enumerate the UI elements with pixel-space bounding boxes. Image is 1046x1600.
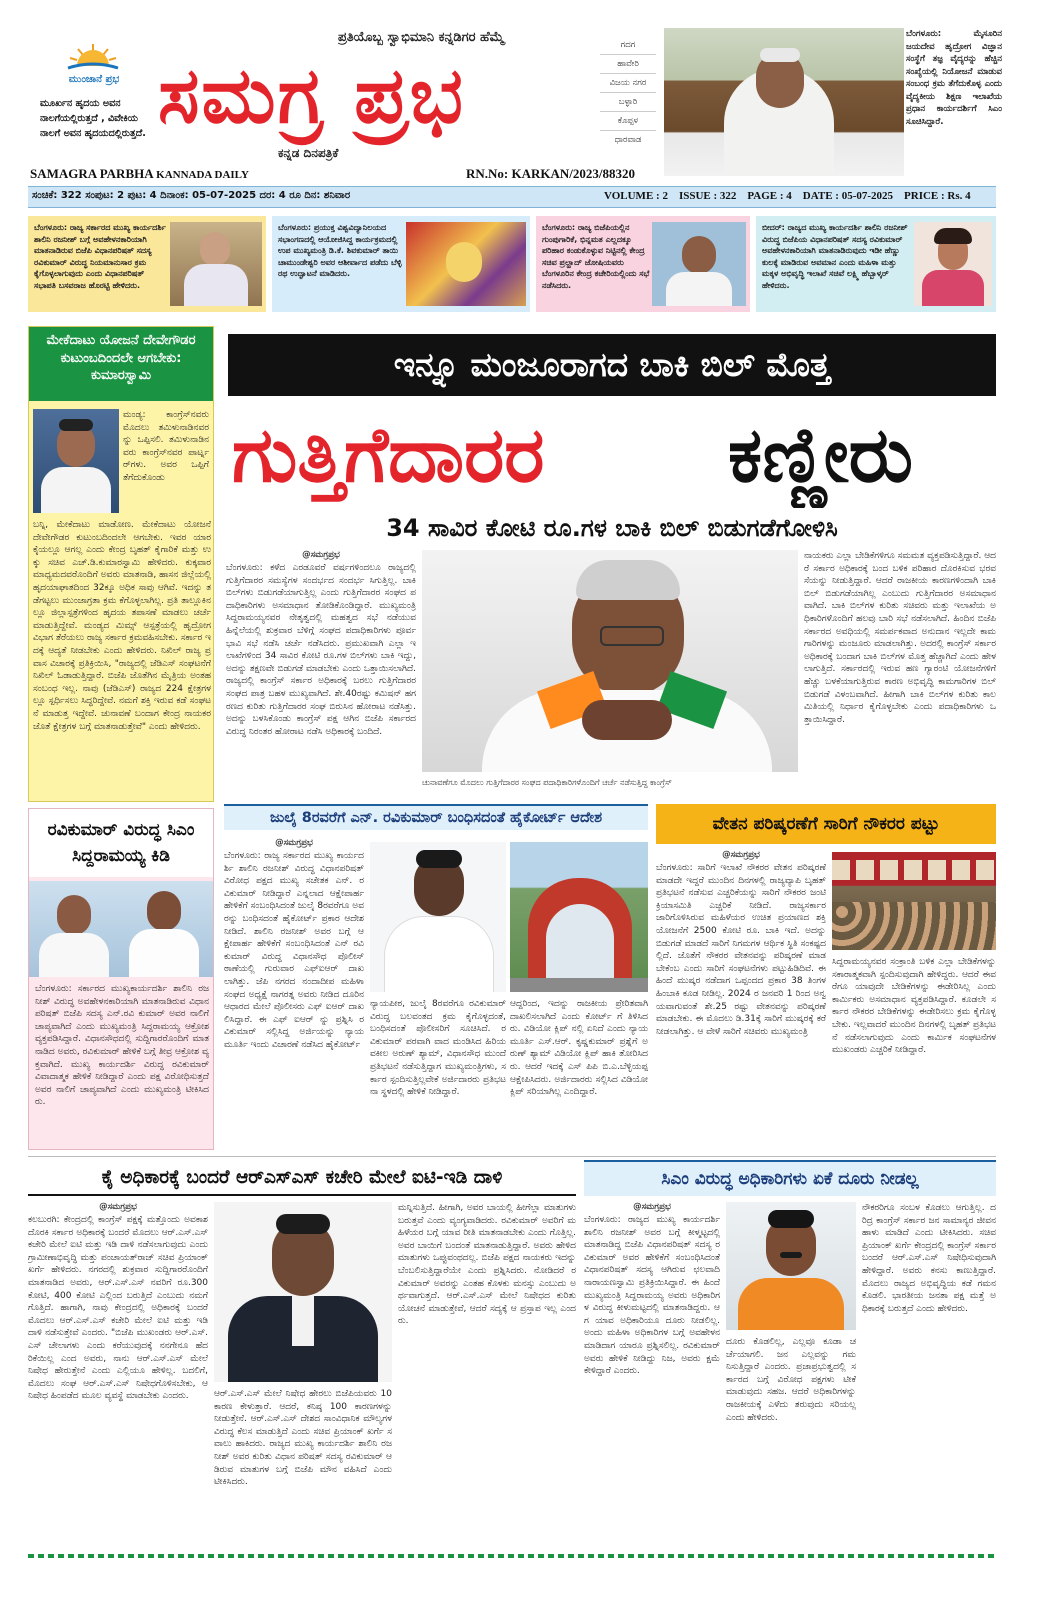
kumaraswamy-story	[28, 326, 214, 802]
cm-officers-headline: ಸಿಎಂ ವಿರುದ್ಧ ಅಧಿಕಾರಿಗಳು ಏಕೆ ದೂರು ನೀಡಲ್ಲ	[584, 1160, 996, 1196]
leader-photo	[726, 1202, 856, 1330]
brief-4	[756, 216, 996, 312]
brief-text: ಬೆಂಗಳೂರು: ರಾಜ್ಯ ಸರ್ಕಾರದ ಮುಖ್ಯ ಕಾರ್ಯದರ್ಶಿ ಶಾಲಿನಿ ರಜನೀಶ್ ಬಗ್ಗೆ ಅವಹೇಳನಕಾರಿಯಾಗಿ ಮಾತನಾಡಿರುವ ಬಿಜೆಪಿ ವಿಧಾನಪರಿಷತ್ ಸದಸ್ಯ ರವಿಕುಮಾರ್ ವಿರುದ್ಧ ನಿಯಮಾನುಸಾರ ಕ್ರಮ ಕೈಗೊಳ್ಳಲಾಗುವುದು ಎಂದು ವಿಧಾನಪರಿಷತ್ ಸಭಾಪತಿ ಬಸವರಾಜ ಹೊರಟ್ಟಿ ಹೇಳಿದರು.	[34, 223, 166, 290]
highcourt-col-1: ಬೆಂಗಳೂರು: ರಾಜ್ಯ ಸರ್ಕಾರದ ಮುಖ್ಯ ಕಾರ್ಯದರ್ಶಿ ಶಾಲಿನಿ ರಜನೀಶ್ ವಿರುದ್ಧ ವಿಧಾನಪರಿಷತ್ ವಿರೋಧ ಪಕ್ಷದ ಮುಖ್ಯ ಸಚೇತಕ ಎನ್. ರವಿಕುಮಾರ್ ನೀಡಿದ್ದಾರೆ ಎನ್ನಲಾದ ಆಕ್ಷೇಪಾರ್ಹ ಹೇಳಿಕೆಗೆ ಸಂಬಂಧಿಸಿದಂತೆ ಜುಲೈ 8ರವರೆಗೂ ಅವರನ್ನು ಬಂಧಿಸದಂತೆ ಹೈಕೋರ್ಟ್ ಪ್ರಕಾರ ಆದೇಶ ನೀಡಿದೆ. ಶಾಲಿನಿ ರಜನೀಶ್ ಅವರ ಬಗ್ಗೆ ಆಕ್ಷೇಪಾರ್ಹ ಹೇಳಿಕೆಗೆ ಸಂಬಂಧಿಸಿದಂತೆ ಎನ್ ರವಿ ಕುಮಾರ್ ವಿರುದ್ಧ ವಿಧಾನಸೌಧ ಪೊಲೀಸ್ ಠಾಣೆಯಲ್ಲಿ ಗುರುವಾರ ಎಫ್‌ಐಆರ್ ದಾಖಲಾಗಿತ್ತು. ಜೆಪಿ ನಗರದ ನಂದಾದೀಪ ಮಹಿಳಾ ಸಂಘದ ಅಧ್ಯಕ್ಷೆ ನಾಗರತ್ನ ಅವರು ನೀಡಿದ ದೂರಿನ ಆಧಾರದ ಮೇಲೆ ಪೊಲೀಸರು ಎಫ್ ಐಆರ್ ದಾಖಲಿಸಿದ್ದಾರೆ. ಈ ಎಫ್ ಐಆರ್ ನ್ನು ಪ್ರಶ್ನಿಸಿ ರವಿಕುಮಾರ್ ಸಲ್ಲಿಸಿದ್ದ ಅರ್ಜಿಯನ್ನು ನ್ಯಾಯಮೂರ್ತಿ ಇಂದು ವಿಚಾರಣೆ ನಡೆಸಿದ ಹೈಕೋರ್ಟ್	[224, 851, 364, 1050]
masthead-slogan: ಪ್ರತಿಯೊಬ್ಬ ಸ್ವಾಭಿಮಾನಿ ಕನ್ನಡಿಗರ ಹೆಮ್ಮೆ	[338, 30, 505, 45]
brief-text: ಬೀದರ್: ರಾಜ್ಯದ ಮುಖ್ಯ ಕಾರ್ಯದರ್ಶಿ ಶಾಲಿನಿ ರಜನೀಶ್ ವಿರುದ್ಧ ಬಿಜೆಪಿಯ ವಿಧಾನಪರಿಷತ್ ಸದಸ್ಯ ರವಿಕುಮಾರ್ ಅವಹೇಳನಕಾರಿಯಾಗಿ ಮಾತನಾಡಿರುವುದು ಇಡೀ ಹೆಣ್ಣು ಕುಲಕ್ಕೆ ಮಾಡಿರುವ ಅವಮಾನ ಎಂದು ಮಹಿಳಾ ಮತ್ತು ಮಕ್ಕಳ ಅಭಿವೃದ್ಧಿ ಇಲಾಖೆ ಸಚಿವೆ ಲಕ್ಷ್ಮಿ ಹೆಬ್ಬಾಳ್ಕರ್ ಹೇಳಿದರು.	[762, 223, 908, 290]
minister-photo	[652, 222, 746, 306]
bottom-rule	[28, 1554, 996, 1558]
cm-officers-col-2: ದೂರು ಕೊಡಲಿಲ್ಲ, ಎಲ್ಲವೂ ಕೂಡಾ ಚರ್ಚೆಯಾಗಲಿ. ಜನ ಎಲ್ಲವನ್ನು ಗಮನಿಸುತ್ತಿದ್ದಾರೆ ಎಂದರು. ಪ್ರಜಾಪ್ರಭುತ್ವದಲ್ಲಿ ಸರ್ಕಾರದ ಬಗ್ಗೆ ವಿರೋಧ ಪಕ್ಷಗಳು ಟೀಕೆ ಮಾಡುವುದು ಸಹಜ. ಆದರೆ ಅಧಿಕಾರಿಗಳನ್ನು ರಾಜಕೀಯಕ್ಕೆ ಎಳೆದು ತರುವುದು ಸರಿಯಲ್ಲ ಎಂದು ಹೇಳಿದರು.	[726, 1337, 856, 1423]
cm-meeting-photo	[664, 28, 904, 176]
rss-raid-col-3: ಆರ್.ಎಸ್.ಎಸ್ ಮೇಲೆ ನಿಷೇಧ ಹೇರಲು ಬಿಜೆಪಿಯವರು 10 ಕಾರಣ ಕೇಳುತ್ತಾರೆ. ಆದರೆ, ಕನಿಷ್ಠ 100 ಕಾರಣಗಳನ್ನು ನೀಡುತ್ತೇನೆ. ಆರ್.ಎಸ್.ಎಸ್ ದೇಶದ ಸಾಂವಿಧಾನಿಕ ಮೌಲ್ಯಗಳ ವಿರುದ್ಧ ಕೆಲಸ ಮಾಡುತ್ತಿದೆ ಎಂದು ಸಚಿವ ಪ್ರಿಯಾಂಕ್ ಖರ್ಗೆ ಸವಾಲು ಹಾಕಿದರು. ರಾಜ್ಯದ ಮುಖ್ಯ ಕಾರ್ಯದರ್ಶಿ ಶಾಲಿನಿ ರಜನೀಶ್ ಅವರ ಕುರಿತು ವಿಧಾನ ಪರಿಷತ್ ಸದಸ್ಯ ರವಿಕುಮಾರ್ ಆಡಿರುವ ಮಾತುಗಳ ಬಗ್ಗೆ ಬಿಜೆಪಿ ಮೌನ ವಹಿಸಿದೆ ಎಂದು ಟೀಕಿಸಿದರು.	[214, 1389, 392, 1488]
lead-kicker: ಇನ್ನೂ ಮಂಜೂರಾಗದ ಬಾಕಿ ಬಿಲ್ ಮೊತ್ತ	[228, 334, 996, 396]
lead-headline	[228, 402, 996, 508]
highcourt-col-3: ಆದ್ದರಿಂದ, ಇದನ್ನು ರಾಜಕೀಯ ಪ್ರೇರಿತವಾಗಿ ದಾಖಲಿಸಲಾಗಿದೆ ಎಂದು ಕೋರ್ಟ್ ಗೆ ತಿಳಿಸಿದರು. ವಿಡಿಯೋ ಕ್ಲಿಪ್ ನಲ್ಲಿ ಏನಿದೆ ಎಂದು ನ್ಯಾಯಮೂರ್ತಿ ಎಸ್.ಆರ್. ಕೃಷ್ಣಕುಮಾರ್ ಪ್ರಶ್ನೆಗೆ ಅರುಣ್ ಶ್ಯಾಮ್ ವಿಡಿಯೋ ಕ್ಲಿಪ್ ಹಾಕಿ ತೋರಿಸಿದರು. ಆದರೆ ಇದಕ್ಕೆ ಎಸ್ ಪಿಪಿ ಬಿ.ಎ.ಬೆಳ್ಳಿಯಪ್ಪ ಆಕ್ಷೇಪಿಸಿದರು. ಅರ್ಜಿದಾರರು ಸಲ್ಲಿಸಿದ ವಿಡಿಯೋ ಕ್ಲಿಪ್ ಸರಿಯಾಗಿಲ್ಲ ಎಂದಿದ್ದಾರೆ.	[510, 999, 648, 1098]
edition-item: ವಿಜಯ ನಗರ	[600, 74, 656, 93]
kumaraswamy-beside-photo: ಮಂಡ್ಯ: ಕಾಂಗ್ರೆಸ್‌ನವರು ಮೊದಲು ತಮಿಳುನಾಡಿನವರನ್ನು ಒಪ್ಪಿಸಲಿ. ತಮಿಳುನಾಡಿನವರು ಕಾಂಗ್ರೆಸ್‌ನವರ ಪಾರ್ಟ್ನರ್‌ಗಳು. ಅವರ ಒಪ್ಪಿಗೆ ತೆಗೆದುಕೊಂಡು	[123, 410, 209, 483]
english-sub: KANNADA DAILY	[156, 169, 249, 181]
rn-number: RN.No: KARKAN/2023/88320	[466, 166, 635, 181]
highcourt-byline: @ಸಮಗ್ರಪ್ರಭ	[275, 838, 313, 848]
transport-workers-photo	[832, 852, 996, 950]
kumaraswamy-photo	[33, 409, 119, 513]
brief-text: ಬೆಂಗಳೂರು: ಪ್ರಯುಕ್ತ ವಿಶ್ವವಿದ್ಯಾನಿಲಯದ ಸಭಾಂಗಣದಲ್ಲಿ ಆಯೋಜಿಸಿದ್ದ ಕಾರ್ಯಕ್ರಮದಲ್ಲಿ ಉಪ ಮುಖ್ಯಮಂತ್ರಿ ಡಿ.ಕೆ. ಶಿವಕುಮಾರ್ ತಾಯಿ ಚಾಮುಂಡೇಶ್ವರಿ ಅವರ ಆಶೀರ್ವಾದ ಪಡೆದು ಬೆಳ್ಳಿ ರಥ ಉದ್ಘಾಟನೆ ಮಾಡಿದರು.	[278, 223, 402, 279]
priyank-kharge-photo	[214, 1202, 392, 1382]
brief-1	[28, 216, 266, 312]
highcourt-headline: ಜುಲೈ 8ರವರೆಗೆ ಎನ್. ರವಿಕುಮಾರ್ ಬಂಧಿಸದಂತೆ ಹೈಕೋರ್ಟ್ ಆದೇಶ	[224, 804, 648, 830]
kumaraswamy-headline: ಮೇಕೆದಾಟು ಯೋಜನೆ ದೇವೇಗೌಡರ ಕುಟುಂಬದಿಂದಲೇ ಆಗಬೇಕು: ಕುಮಾರಸ್ವಾಮಿ	[29, 327, 213, 401]
woman-minister-photo	[914, 222, 992, 306]
lead-subhead: 34 ಸಾವಿರ ಕೋಟಿ ರೂ.ಗಳ ಬಾಕಿ ಬಿಲ್ ಬಿಡುಗಡೆಗೋಳಿಸಿ	[386, 514, 838, 542]
edition-item: ಕೊಪ್ಪಳ	[600, 112, 656, 131]
rss-raid-col-2: ಮನ್ನಿಸುತ್ತಿದೆ. ಹೀಗಾಗಿ, ಅವರ ಬಾಯಲ್ಲಿ ಹೀಗೆಲ್ಲಾ ಮಾತುಗಳು ಬರುತ್ತವೆ ಎಂದು ವ್ಯಂಗ್ಯವಾಡಿದರು. ರವಿಕುಮಾರ್ ಅವರಿಗೆ ಮಹಿಳೆಯರ ಬಗ್ಗೆ ಯಾವ ರೀತಿ ಮಾತನಾಡಬೇಕು ಎಂದು ಗೊತ್ತಿಲ್ಲ. ಅವರ ಬಾಯಿಗೆ ಬಂದಂತೆ ಮಾತನಾಡುತ್ತಿದ್ದಾರೆ. ಅವರು ಹೇಳಿದ ಮಾತುಗಳು ಒಪ್ಪುವಂಥದಲ್ಲ. ಬಿಜೆಪಿ ಪಕ್ಷದ ನಾಯಕರು ಇದನ್ನು ಬೆಂಬಲಿಸುತ್ತಿದ್ದಾರೆಯೇ ಎಂದು ಪ್ರಶ್ನಿಸಿದರು. ನೋಡಿದರೆ ರವಿಕುಮಾರ್ ಅವರನ್ನು ಎಂತಹ ಕೊಳಕು ಮನಸ್ಸು ಎಂಬುದು ಅರ್ಥವಾಗುತ್ತದೆ. ಆರ್.ಎಸ್.ಎಸ್ ಮೇಲೆ ನಿಷೇಧದ ಕುರಿತು ಯೋಚನೆ ಮಾಡುತ್ತೇವೆ, ಆದರೆ ಸದ್ಯಕ್ಕೆ ಆ ಪ್ರಸ್ತಾಪ ಇಲ್ಲ ಎಂದರು.	[398, 1203, 576, 1327]
issue-info-bar	[28, 186, 996, 208]
siddaramaiah-ravikumar-photo	[29, 881, 213, 977]
highcourt-col-2: ನ್ಯಾಯಪೀಠ, ಜುಲೈ 8ರವರೆಗೂ ರವಿಕುಮಾರ್ ವಿರುದ್ಧ ಬಲವಂತದ ಕ್ರಮ ಕೈಗೊಳ್ಳದಂತೆ, ಬಂಧಿಸದಂತೆ ಪೊಲೀಸರಿಗೆ ಸೂಚಿಸಿದೆ. ರವಿಕುಮಾರ್ ಪರವಾಗಿ ವಾದ ಮಂಡಿಸಿದ ಹಿರಿಯ ವಕೀಲ ಅರುಣ್ ಶ್ಯಾಮ್, ವಿಧಾನಸೌಧ ಮುಂದೆ ಪ್ರತಿಭಟನೆ ನಡೆಸುತ್ತಿದ್ದಾಗ ಮುಖ್ಯಮಂತ್ರಿಗಳು, ಸರ್ಕಾರ ಸ್ಪಂದಿಸುತ್ತಿಲ್ಲವೇಕೆ ಅರ್ಜಿದಾರರು ಪ್ರತಿಭಟನಾ ಸ್ಥಳದಲ್ಲಿ ಹೇಳಿಕೆ ನೀಡಿದ್ದಾರೆ.	[370, 999, 506, 1098]
transport-col-2: ಸಿದ್ದರಾಮಯ್ಯನವರ ಸಂಕ್ರಾಂತಿ ಬಳಿಕ ಎಲ್ಲಾ ಬೇಡಿಕೆಗಳನ್ನು ಸಕಾರಾತ್ಮಕವಾಗಿ ಸ್ಪಂದಿಸುವುದಾಗಿ ಹೇಳಿದ್ದರು. ಆದರೆ ಈವರೆಗೂ ಯಾವುದೇ ಬೇಡಿಕೆಗಳನ್ನು ಈಡೇರಿಸಿಲ್ಲ ಎಂದು ಕಾರ್ಮಿಕರು ಅಸಮಾಧಾನ ವ್ಯಕ್ತಪಡಿಸಿದ್ದಾರೆ. ಕೂಡಲೇ ಸರ್ಕಾರ ನೌಕರರ ಬೇಡಿಕೆಗಳನ್ನು ಈಡೇರಿಸಲು ಕ್ರಮ ಕೈಗೊಳ್ಳಬೇಕು. ಇಲ್ಲವಾದರೆ ಮುಂದಿನ ದಿನಗಳಲ್ಲಿ ಬೃಹತ್ ಪ್ರತಿಭಟನೆ ನಡೆಸಲಾಗುವುದು ಎಂದು ಕಾರ್ಮಿಕ ಸಂಘಟನೆಗಳ ಮುಖಂಡರು ಎಚ್ಚರಿಕೆ ನೀಡಿದ್ದಾರೆ.	[832, 957, 996, 1056]
brief-3	[536, 216, 750, 312]
edition-item: ಹಾವೇರಿ	[600, 55, 656, 74]
lead-col-1: ಬೆಂಗಳೂರು: ಕಳೆದ ಎರಡೂವರೆ ವರ್ಷಗಳಿಂದಲೂ ರಾಜ್ಯದಲ್ಲಿ ಗುತ್ತಿಗೆದಾರರ ಸಮಸ್ಯೆಗಳ ಸಂದರ್ಭದ ಸಂದರ್ಭ ಸಿಗುತ್ತಿಲ್ಲ. ಬಾಕಿ ಬಿಲ್‌ಗಳು ಬಿಡುಗಡೆಯಾಗುತ್ತಿಲ್ಲ ಎಂದು ಗುತ್ತಿಗೆದಾರರ ಸಂಘದ ಪದಾಧಿಕಾರಿಗಳು ಅಸಮಾಧಾನ ತೋಡಿಕೊಂಡಿದ್ದಾರೆ. ಮುಖ್ಯಮಂತ್ರಿ ಸಿದ್ದರಾಮಯ್ಯನವರ ನೇತೃತ್ವದಲ್ಲಿ ಮಹತ್ವದ ಸಭೆ ನಡೆಯುವ ಹಿನ್ನೆಲೆಯಲ್ಲಿ ಶುಕ್ರವಾರ ಬೆಳಿಗ್ಗೆ ಸಂಘದ ಪದಾಧಿಕಾರಿಗಳು ಪೂರ್ವ ಭಾವಿ ಸಭೆ ನಡೆಸಿ ಚರ್ಚೆ ನಡೆಸಿದರು. ಪ್ರಮುಖವಾಗಿ ಎಲ್ಲಾ ಇಲಾಖೆಗಳಿಂದ 34 ಸಾವಿರ ಕೋಟಿ ರೂ.ಗಳ ಬಿಲ್‌ಗಳು ಬಾಕಿ ಇದ್ದು, ಅದನ್ನು ತಕ್ಷಣವೇ ಬಿಡುಗಡೆ ಮಾಡಬೇಕು ಎಂದು ಒತ್ತಾಯಿಸಲಾಗಿದೆ. ರಾಜ್ಯದಲ್ಲಿ ಕಾಂಗ್ರೆಸ್ ಸರ್ಕಾರ ಅಧಿಕಾರಕ್ಕೆ ಬರಲು ಗುತ್ತಿಗೆದಾರರ ಸಂಘದ ಪಾತ್ರ ಬಹಳ ಮುಖ್ಯವಾಗಿದೆ. ಶೇ.40ರಷ್ಟು ಕಮಿಷನ್ ಹಗರಣದ ಕುರಿತು ಗುತ್ತಿಗೆದಾರರ ಸಂಘ ಬಿರುಸಿನ ಹೋರಾಟ ನಡೆಸಿತ್ತು. ಅದನ್ನು ಬಳಸಿಕೊಂಡು ಕಾಂಗ್ರೆಸ್ ಪಕ್ಷ ಆಗಿನ ಬಿಜೆಪಿ ಸರ್ಕಾರದ ವಿರುದ್ಧ ನಿರಂತರ ಹೋರಾಟ ನಡೆಸಿ ಅಧಿಕಾರಕ್ಕೆ ಬಂದಿದೆ.	[226, 563, 416, 737]
editions-list	[600, 36, 656, 148]
cm-officers-byline: @ಸಮಗ್ರಪ್ರಭ	[633, 1202, 671, 1212]
cm-officers-col-3: ನೌಕರರಿಗೂ ಸಂಬಳ ಕೊಡಲು ಆಗುತ್ತಿಲ್ಲ. ದರಿದ್ರ ಕಾಂಗ್ರೆಸ್ ಸರ್ಕಾರ ಜನ ಸಾಮಾನ್ಯರ ಜೀವನ ಹಾಳು ಮಾಡಿದೆ ಎಂದು ಟೀಕಿಸಿದರು. ಸಚಿವ ಪ್ರಿಯಾಂಕ್ ಖರ್ಗೆ ಕೇಂದ್ರದಲ್ಲಿ ಕಾಂಗ್ರೆಸ್ ಸರ್ಕಾರ ಬಂದರೆ ಆರ್.ಎಸ್.ಎಸ್ ನಿಷೇಧಿಸುವುದಾಗಿ ಹೇಳಿದ್ದಾರೆ. ಅವರು ಕನಸು ಕಾಣುತ್ತಿದ್ದಾರೆ. ಮೊದಲು ರಾಜ್ಯದ ಅಭಿವೃದ್ಧಿಯ ಕಡೆ ಗಮನ ಕೊಡಲಿ. ಭಾರತೀಯ ಜನತಾ ಪಕ್ಷ ಮತ್ತೆ ಅಧಿಕಾರಕ್ಕೆ ಬರುತ್ತದೆ ಎಂದು ಹೇಳಿದರು.	[862, 1203, 996, 1314]
transport-byline: @ಸಮಗ್ರಪ್ರಭ	[722, 850, 760, 860]
sun-logo-icon	[64, 40, 122, 72]
ravikumar-photo	[370, 842, 506, 992]
rss-raid-col-1: ಕಲಬುರಗಿ: ಕೇಂದ್ರದಲ್ಲಿ ಕಾಂಗ್ರೆಸ್ ಪಕ್ಷಕ್ಕೆ ಮತ್ತೊಂದು ಅವಕಾಶ ದೊರಕಿ ಸರ್ಕಾರ ಅಧಿಕಾರಕ್ಕೆ ಬಂದರೆ ಮೊದಲು ಆರ್.ಎಸ್.ಎಸ್ ಕಚೇರಿ ಮೇಲೆ ಐಟಿ ಮತ್ತು ಇಡಿ ದಾಳಿ ನಡೆಸಲಾಗುವುದು ಎಂದು ಗ್ರಾಮೀಣಾಭಿವೃದ್ಧಿ ಮತ್ತು ಪಂಚಾಯತ್‌ರಾಜ್ ಸಚಿವ ಪ್ರಿಯಾಂಕ್ ಖರ್ಗೆ ಹೇಳಿದರು. ನಗರದಲ್ಲಿ ಶುಕ್ರವಾರ ಸುದ್ದಿಗಾರರೊಂದಿಗೆ ಮಾತನಾಡಿದ ಅವರು, ಆರ್.ಎಸ್.ಎಸ್ ನವರಿಗೆ ರೂ.300 ಕೋಟಿ, 400 ಕೋಟಿ ಎಲ್ಲಿಂದ ಬರುತ್ತಿದೆ ಎಂಬುದು ನಮಗೆ ಗೊತ್ತಿದೆ. ಹಾಗಾಗಿ, ನಾವು ಕೇಂದ್ರದಲ್ಲಿ ಅಧಿಕಾರಕ್ಕೆ ಬಂದರೆ ಮೊದಲು ಆರ್.ಎಸ್.ಎಸ್ ಕಚೇರಿ ಮೇಲೆ ಐಟಿ ಮತ್ತು ಇಡಿ ದಾಳಿ ನಡೆಸುತ್ತೇವೆ ಎಂದರು. "ಬಿಜೆಪಿ ಮುಖಂಡರು ಆರ್.ಎಸ್.ಎಸ್ ಚೇಲಾಗಳು ಎಂದು ಕರೆಯುವುದಕ್ಕೆ ನನಗೇನೂ ಹೆದರಿಕೆಯಿಲ್ಲ ಎಂದ ಅವರು, ನಾನು ಆರ್.ಎಸ್.ಎಸ್ ಮೇಲೆ ನಿಷೇಧ ಹೇರುತ್ತೇನೆ ಎಂದು ಎಲ್ಲಿಯೂ ಹೇಳಿಲ್ಲ. ಬದಲಿಗೆ, ಮೊದಲು ಸಂಘ ಆರ್.ಎಸ್.ಎಸ್ ನಿಷೇಧಗೊಳಿಸಬೇಕು, ಆ ನಿಷೇಧ ಹಿಂಪಡೆದ ಮೂಲ ವ್ಯವಸ್ಥೆ ಮಾಡಬೇಕು ಎಂದರು.	[28, 1215, 208, 1402]
masthead	[0, 0, 1046, 212]
lead-col-2: ನಾಯಕರು ಎಲ್ಲಾ ಬೇಡಿಕೆಗಳಿಗೂ ಸಮಮತ ವ್ಯಕ್ತಪಡಿಸುತ್ತಿದ್ದಾರೆ. ಆದರೆ ಸರ್ಕಾರ ಅಧಿಕಾರಕ್ಕೆ ಬಂದ ಬಳಿಕ ಪರಿಹಾರ ದೊರಕಿಸುವ ಭರವಸೆಯನ್ನು ನೀಡುತ್ತಿದ್ದಾರೆ. ಆದರೆ ರಾಜಕೀಯ ಕಾರಣಗಳಿಂದಾಗಿ ಬಾಕಿ ಬಿಲ್ ಬಿಡುಗಡೆಯಾಗಿಲ್ಲ ಎಂಬುದು ಗುತ್ತಿಗೆದಾರರ ಅಸಮಾಧಾನವಾಗಿದೆ. ಬಾಕಿ ಬಿಲ್‌ಗಳ ಕುರಿತು ಸಚಿವರು ಮತ್ತು ಇಲಾಖೆಯ ಅಧಿಕಾರಿಗಳೊಂದಿಗೆ ಹಲವು ಬಾರಿ ಸಭೆ ನಡೆಸಲಾಗಿದೆ. ಹಿಂದಿನ ಬಿಜೆಪಿ ಸರ್ಕಾರದ ಅವಧಿಯಲ್ಲಿ ಸಮರ್ಪಕವಾದ ಅನುದಾನ ಇಲ್ಲದೇ ಕಾಮಗಾರಿಗಳನ್ನು ಮಂಜೂರು ಮಾಡಲಾಗಿತ್ತು. ಅದರಲ್ಲಿ ಕಾಂಗ್ರೆಸ್ ಸರ್ಕಾರ ಅಧಿಕಾರಕ್ಕೆ ಬಂದಾಗ ಬಾಕಿ ಬಿಲ್‌ಗಳ ಮೊತ್ತ ಹೆಚ್ಚಾಗಿದೆ ಎಂದು ಹೇಳಲಾಗುತ್ತಿದೆ. ಸರ್ಕಾರದಲ್ಲಿ ಇರುವ ಹಣ ಗ್ಯಾರಂಟಿ ಯೋಜನೆಗಳಿಗೆ ಹೆಚ್ಚು ಬಳಕೆಯಾಗುತ್ತಿರುವ ಕಾರಣ ಅಭಿವೃದ್ಧಿ ಕಾಮಗಾರಿಗಳ ಬಿಲ್ ಬಿಡುಗಡೆ ವಿಳಂಬವಾಗಿದೆ. ಹೀಗಾಗಿ ಬಾಕಿ ಬಿಲ್‌ಗಳ ಕುರಿತು ಕಾಲಮಿತಿಯಲ್ಲಿ ನಿರ್ಧಾರ ಕೈಗೊಳ್ಳಬೇಕು ಎಂದು ಪದಾಧಿಕಾರಿಗಳು ಒತ್ತಾಯಿಸಿದ್ದಾರೆ.	[804, 551, 996, 725]
edition-item: ಧಾರವಾಡ	[614, 135, 642, 145]
edition-item: ಬಳ್ಳಾರಿ	[600, 93, 656, 112]
edition-item: ಗದಗ	[600, 36, 656, 55]
masthead-tagline: ಮೂರ್ಖನ ಹೃದಯ ಅವನ ನಾಲಗೆಯಲ್ಲಿರುತ್ತದೆ , ವಿವೇಕಿಯ ನಾಲಗೆ ಅವನ ಹೃದಯದಲ್ಲಿರುತ್ತದೆ.	[40, 98, 146, 139]
logo-caption: ಮುಂಜಾನೆ ಪ್ರಭ	[68, 74, 120, 85]
newspaper-title: ಸಮಗ್ರ ಪ್ರಭ	[158, 51, 465, 141]
high-court-gate-photo	[510, 842, 648, 992]
lead-headline-black: ಕಣ್ಣೀರು	[728, 410, 913, 499]
rss-raid-headline: ಕೈ ಅಧಿಕಾರಕ್ಕೆ ಬಂದರೆ ಆರ್‌ಎಸ್‌ಎಸ್ ಕಚೇರಿ ಮೇಲೆ ಐಟಿ-ಇಡಿ ದಾಳಿ	[28, 1160, 576, 1196]
issue-info-kannada: ಸಂಚಿಕೆ: 322 ಸಂಪುಟ: 2 ಪುಟ: 4 ದಿನಾಂಕ: 05-07-2025 ದರ: 4 ರೂ ದಿನ: ಶನಿವಾರ	[32, 190, 351, 201]
transport-headline: ವೇತನ ಪರಿಷ್ಕರಣೆಗೆ ಸಾರಿಗೆ ನೌಕರರ ಪಟ್ಟು	[656, 804, 996, 844]
rss-raid-byline: @ಸಮಗ್ರಪ್ರಭ	[99, 1202, 137, 1212]
lead-photo-caption: ಚುನಾವಣೆಗೂ ಮೊದಲು ಗುತ್ತಿಗೆದಾರರ ಸಂಘದ ಪದಾಧಿಕಾರಿಗಳೊಂದಿಗೆ ಚರ್ಚೆ ನಡೆಸುತ್ತಿದ್ದ ಕಾಂಗ್ರೆಸ್	[422, 778, 672, 787]
transport-col-1: ಬೆಂಗಳೂರು: ಸಾರಿಗೆ ಇಲಾಖೆ ನೌಕರರ ವೇತನ ಪರಿಷ್ಕರಣೆ ಮಾಡದೇ ಇದ್ದರೆ ಮುಂದಿನ ದಿನಗಳಲ್ಲಿ ರಾಜ್ಯವ್ಯಾಪಿ ಬೃಹತ್ ಪ್ರತಿಭಟನೆ ನಡೆಸುವ ಎಚ್ಚರಿಕೆಯನ್ನು ಸಾರಿಗೆ ನೌಕರರ ಜಂಟಿ ಕ್ರಿಯಾಸಮಿತಿ ಎಚ್ಚರಿಕೆ ನೀಡಿದೆ. ರಾಜ್ಯಸರ್ಕಾರ ಜಾರಿಗೊಳಿಸಿರುವ ಮಹಿಳೆಯರ ಉಚಿತ ಪ್ರಯಾಣದ ಶಕ್ತಿ ಯೋಜನೆಗೆ 2500 ಕೋಟಿ ರೂ. ಬಾಕಿ ಇದೆ. ಅದನ್ನು ಬಿಡುಗಡೆ ಮಾಡದೆ ಸಾರಿಗೆ ನಿಗಮಗಳ ಆರ್ಥಿಕ ಸ್ಥಿತಿ ಸಂಕಷ್ಟದಲ್ಲಿದೆ. ಜೊತೆಗೆ ನೌಕರರ ವೇತನವನ್ನು ಪರಿಷ್ಕರಣೆ ಮಾಡಬೇಕೆಂಬ ಎಂದು ಸಾರಿಗೆ ಸಂಘಟನೆಗಳು ಪಟ್ಟುಹಿಡಿದಿವೆ. ಈ ಹಿಂದೆ ಮುಷ್ಕರ ನಡೆದಾಗ ಒಪ್ಪಂದದ ಪ್ರಕಾರ 38 ತಿಂಗಳ ಹಿಂಬಾಕಿ ಕೂಡ ನೀಡಿಲ್ಲ. 2024 ರ ಜನವರಿ 1 ರಿಂದ ಅನ್ವಯವಾಗುವಂತೆ ಶೇ.25 ರಷ್ಟು ವೇತನವನ್ನು ಪರಿಷ್ಕರಣೆ ಮಾಡಬೇಕು. ಈ ಮೊದಲು ಡಿ.31ಕ್ಕೆ ಸಾರಿಗೆ ಮುಷ್ಕರಕ್ಕೆ ಕರೆ ನೀಡಲಾಗಿತ್ತು. ಆ ವೇಳೆ ಸಾರಿಗೆ ಸಚಿವರು ಮುಖ್ಯಮಂತ್ರಿ	[656, 863, 826, 1037]
brief-2	[272, 216, 530, 312]
ravikumar-cm-body: ಬೆಂಗಳೂರು: ಸರ್ಕಾರದ ಮುಖ್ಯಕಾರ್ಯದರ್ಶಿ ಶಾಲಿನಿ ರಜನೀಶ್ ವಿರುದ್ಧ ಅವಹೇಳನಕಾರಿಯಾಗಿ ಮಾತನಾಡಿರುವ ವಿಧಾನಪರಿಷತ್ ಬಿಜೆಪಿ ಸದಸ್ಯ ಎನ್.ರವಿ ಕುಮಾರ್ ಅವರ ನಾಲಿಗೆ ಚಾಪ್ಯವಾಗಿದೆ ಎಂದು ಮುಖ್ಯಮಂತ್ರಿ ಸಿದ್ದರಾಮಯ್ಯ ಆಕ್ರೋಶ ವ್ಯಕ್ತಪಡಿಸಿದ್ದಾರೆ. ವಿಧಾನಸೌಧದಲ್ಲಿ ಸುದ್ದಿಗಾರರೊಂದಿಗೆ ಮಾತನಾಡಿದ ಅವರು, ರವಿಕುಮಾರ್ ಹೇಳಿಕೆ ಬಗ್ಗೆ ತೀವ್ರ ಆಕ್ರೋಶ ವ್ಯಕ್ತವಾಗಿದೆ. ಮುಖ್ಯ ಕಾರ್ಯದರ್ಶಿ ವಿರುದ್ಧ ರವಿಕುಮಾರ್ ವಿವಾದಾತ್ಮಕ ಹೇಳಿಕೆ ನೀಡಿದ್ದಾರೆ ಎಂದು ಪಕ್ಷ ವಿರೋಧಿಸುತ್ತದೆ ಅವರ ನಾಲಿಗೆ ಚಾಪ್ಯವಾಗಿದೆ ಎಂದು ಮುಖ್ಯಮಂತ್ರಿ ಟೀಕಿಸಿದರು.	[35, 984, 209, 1108]
lead-headline-red: ಗುತ್ತಿಗೆದಾರರ	[232, 410, 545, 499]
cm-officers-col-1: ಬೆಂಗಳೂರು: ರಾಜ್ಯದ ಮುಖ್ಯ ಕಾರ್ಯದರ್ಶಿ ಶಾಲಿನಿ ರಜನೀಶ್ ಅವರ ಬಗ್ಗೆ ಕೀಳ್ಮಟ್ಟದಲ್ಲಿ ಮಾತನಾಡಿದ್ದ ಬಿಜೆಪಿ ವಿಧಾನಪರಿಷತ್ ಸದಸ್ಯ ರವಿಕುಮಾರ್ ಅವರ ಹೇಳಿಕೆಗೆ ಸಂಬಂಧಿಸಿದಂತೆ ವಿಧಾನಪರಿಷತ್ ಸದಸ್ಯ ಆಗಿರುವ ಛಲವಾದಿ ನಾರಾಯಣಸ್ವಾಮಿ ಪ್ರತಿಕ್ರಿಯಿಸಿದ್ದಾರೆ. ಈ ಹಿಂದೆ ಮುಖ್ಯಮಂತ್ರಿ ಸಿದ್ದರಾಮಯ್ಯ ಅವರು ಅಧಿಕಾರಿಗಳ ವಿರುದ್ಧ ಕೀಳುಮಟ್ಟದಲ್ಲಿ ಮಾತನಾಡಿದ್ದರು. ಆಗ ಯಾವ ಅಧಿಕಾರಿಯೂ ದೂರು ನೀಡಲಿಲ್ಲ. ಅಂದು ಮಹಿಳಾ ಅಧಿಕಾರಿಗಳ ಬಗ್ಗೆ ಅವಹೇಳನ ಮಾಡಿದಾಗ ಯಾರೂ ಪ್ರಶ್ನಿಸಲಿಲ್ಲ. ರವಿಕುಮಾರ್ ಅವರು ಹೇಳಿಕೆ ನೀಡಿದ್ದು ನಿಜ, ಅವರು ಕ್ಷಮೆ ಕೇಳಿದ್ದಾರೆ ಎಂದರು.	[584, 1215, 720, 1377]
kumaraswamy-body: ಬನ್ನಿ, ಮೇಕೆದಾಟು ಮಾಡೋಣ. ಮೇಕೆದಾಟು ಯೋಜನೆ ದೇವೇಗೌಡರ ಕುಟುಂಬದಿಂದಲೇ ಆಗಬೇಕು. ಇವರ ಯಾರ ಕೈಯಲ್ಲೂ ಆಗಲ್ಲ ಎಂದು ಕೇಂದ್ರ ಬೃಹತ್ ಕೈಗಾರಿಕೆ ಮತ್ತು ಉಕ್ಕು ಸಚಿವ ಎಚ್.ಡಿ.ಕುಮಾರಸ್ವಾಮಿ ಹೇಳಿದರು. ಕುಕ್ಕವಾರ ಮಾಧ್ಯಮದವರೊಂದಿಗೆ ಅವರು ಮಾತನಾಡಿ, ಹಾಸನ ಜಿಲ್ಲೆಯಲ್ಲಿ ಹೃದಯಾಘಾತದಿಂದ 32ಕ್ಕೂ ಅಧಿಕ ಸಾವು ಆಗಿವೆ. ಇದನ್ನು ತಡೆಗಟ್ಟಲು ಮುಂಜಾಗ್ರತಾ ಕ್ರಮ ಕೆಗೊಳ್ಳಲಾಗಿಲ್ಲ. ಪ್ರತಿ ತಾಲ್ಲೂಕಿನಲ್ಲೂ ಜಿಲ್ಲಾಸ್ಪತ್ರೆಗಳಿಂದ ಹೃದಯ ತಪಾಸಣೆ ಮಾಡಲು ಚರ್ಚೆ ಮಾಡುತ್ತಿದ್ದೇವೆ. ಮಂಡ್ಯದ ಮಿಮ್ಸ್ ಆಸ್ಪತ್ರೆಯಲ್ಲಿ ಹೃದ್ರೋಗ ವಿಭಾಗ ತೆರೆಯಲು ರಾಜ್ಯ ಸರ್ಕಾರ ಕ್ರಮವಹಿಸಬೇಕು. ಸರ್ಕಾರ ಇದಕ್ಕೆ ಆದ್ಯತೆ ನೀಡಬೇಕು ಎಂದು ಹೇಳಿದರು. ನಿಖಿಲ್ ರಾಜ್ಯ ಪ್ರವಾಸ ವಿಚಾರಕ್ಕೆ ಪ್ರತಿಕ್ರಿಯಿಸಿ, "ರಾಜ್ಯದಲ್ಲಿ ಜೆಡಿಎಸ್ ಸಂಘಟನೆಗೆ ನಿಖಿಲ್ ಓಡಾಡುತ್ತಿದ್ದಾರೆ. ಬಿಜೆಪಿ ಜೊತೆಗಿನ ಮೈತ್ರಿಯ ಅಂತಹ ಸಂಬಂಧ ಇಲ್ಲ. ನಾವು (ಜೆಡಿಎಸ್) ರಾಜ್ಯದ 224 ಕ್ಷೇತ್ರಗಳಲ್ಲೂ ಸ್ಪರ್ಧಿಸಲು ಸಿದ್ಧರಿದ್ದೇವೆ. ನಮಗೆ ಶಕ್ತಿ ಇರುವ ಕಡೆ ಸಂಘಟನೆ ಮಾಡುತ್ತ ಇದ್ದೇವೆ. ಚುನಾವಣೆ ಬಂದಾಗ ಕೇಂದ್ರ ನಾಯಕರ ಜೊತೆ ಕ್ಷೇತ್ರಗಳ ಬಗ್ಗೆ ಮಾತನಾಡುತ್ತೇವೆ" ಎಂದು ಹೇಳಿದರು.	[33, 520, 211, 732]
speaker-photo	[170, 222, 262, 306]
ravikumar-cm-headline: ರವಿಕುಮಾರ್ ವಿರುದ್ಧ ಸಿಎಂ ಸಿದ್ದರಾಮಯ್ಯ ಕಿಡಿ	[29, 809, 213, 877]
english-title-row	[30, 166, 320, 184]
temple-chariot-photo	[406, 222, 526, 306]
issue-info-english: VOLUME : 2 ISSUE : 322 PAGE : 4 DATE : 05-07-2025 PRICE : Rs. 4	[604, 190, 971, 202]
lead-byline: @ಸಮಗ್ರಪ್ರಭ	[302, 550, 340, 560]
english-name: SAMAGRA PARBHA	[30, 166, 153, 181]
brief-text: ಬೆಂಗಳೂರು: ರಾಜ್ಯ ಬಿಜೆಪಿಯಲ್ಲಿನ ಗುಂಪುಗಾರಿಕೆ, ಭಿನ್ನಮತ ಎಲ್ಲದಕ್ಕೂ ಪರಿಹಾರ ಕಂಡುಕೊಳ್ಳುವ ನಿಟ್ಟಿನಲ್ಲಿ ಕೇಂದ್ರ ಸಚಿವ ಪ್ರಲ್ಹಾದ್ ಜೋಷಿಯವರು ಬೆಂಗಳೂರಿನ ಕೇಂದ್ರ ಕಚೇರಿಯಲ್ಲಿಂದು ಸಭೆ ನಡೆಸಿದರು.	[542, 223, 650, 290]
cm-brief-text: ಬೆಂಗಳೂರು: ಮೈಸೂರಿನ ಜಯದೇವ ಹೃದ್ರೋಗ ವಿಜ್ಞಾನ ಸಂಸ್ಥೆಗೆ ತಜ್ಞ ವೈದ್ಯರನ್ನು ಹೆಚ್ಚಿನ ಸಂಖ್ಯೆಯಲ್ಲಿ ನಿಯೋಜನೆ ಮಾಡುವ ಸಂಬಂಧ ಕ್ರಮ ತೆಗೆದುಕೊಳ್ಳ ಎಂದು ವೈದ್ಯಕೀಯ ಶಿಕ್ಷಣ ಇಲಾಖೆಯ ಪ್ರಧಾನ ಕಾರ್ಯದರ್ಶಿಗೆ ಸಿಎಂ ಸೂಚಿಸಿದ್ದಾರೆ.	[906, 29, 1002, 127]
siddaramaiah-lead-photo	[422, 550, 798, 772]
ravikumar-cm-story	[28, 808, 214, 1150]
newspaper-subtitle: ಕನ್ನಡ ದಿನಪತ್ರಿಕೆ	[278, 146, 339, 160]
